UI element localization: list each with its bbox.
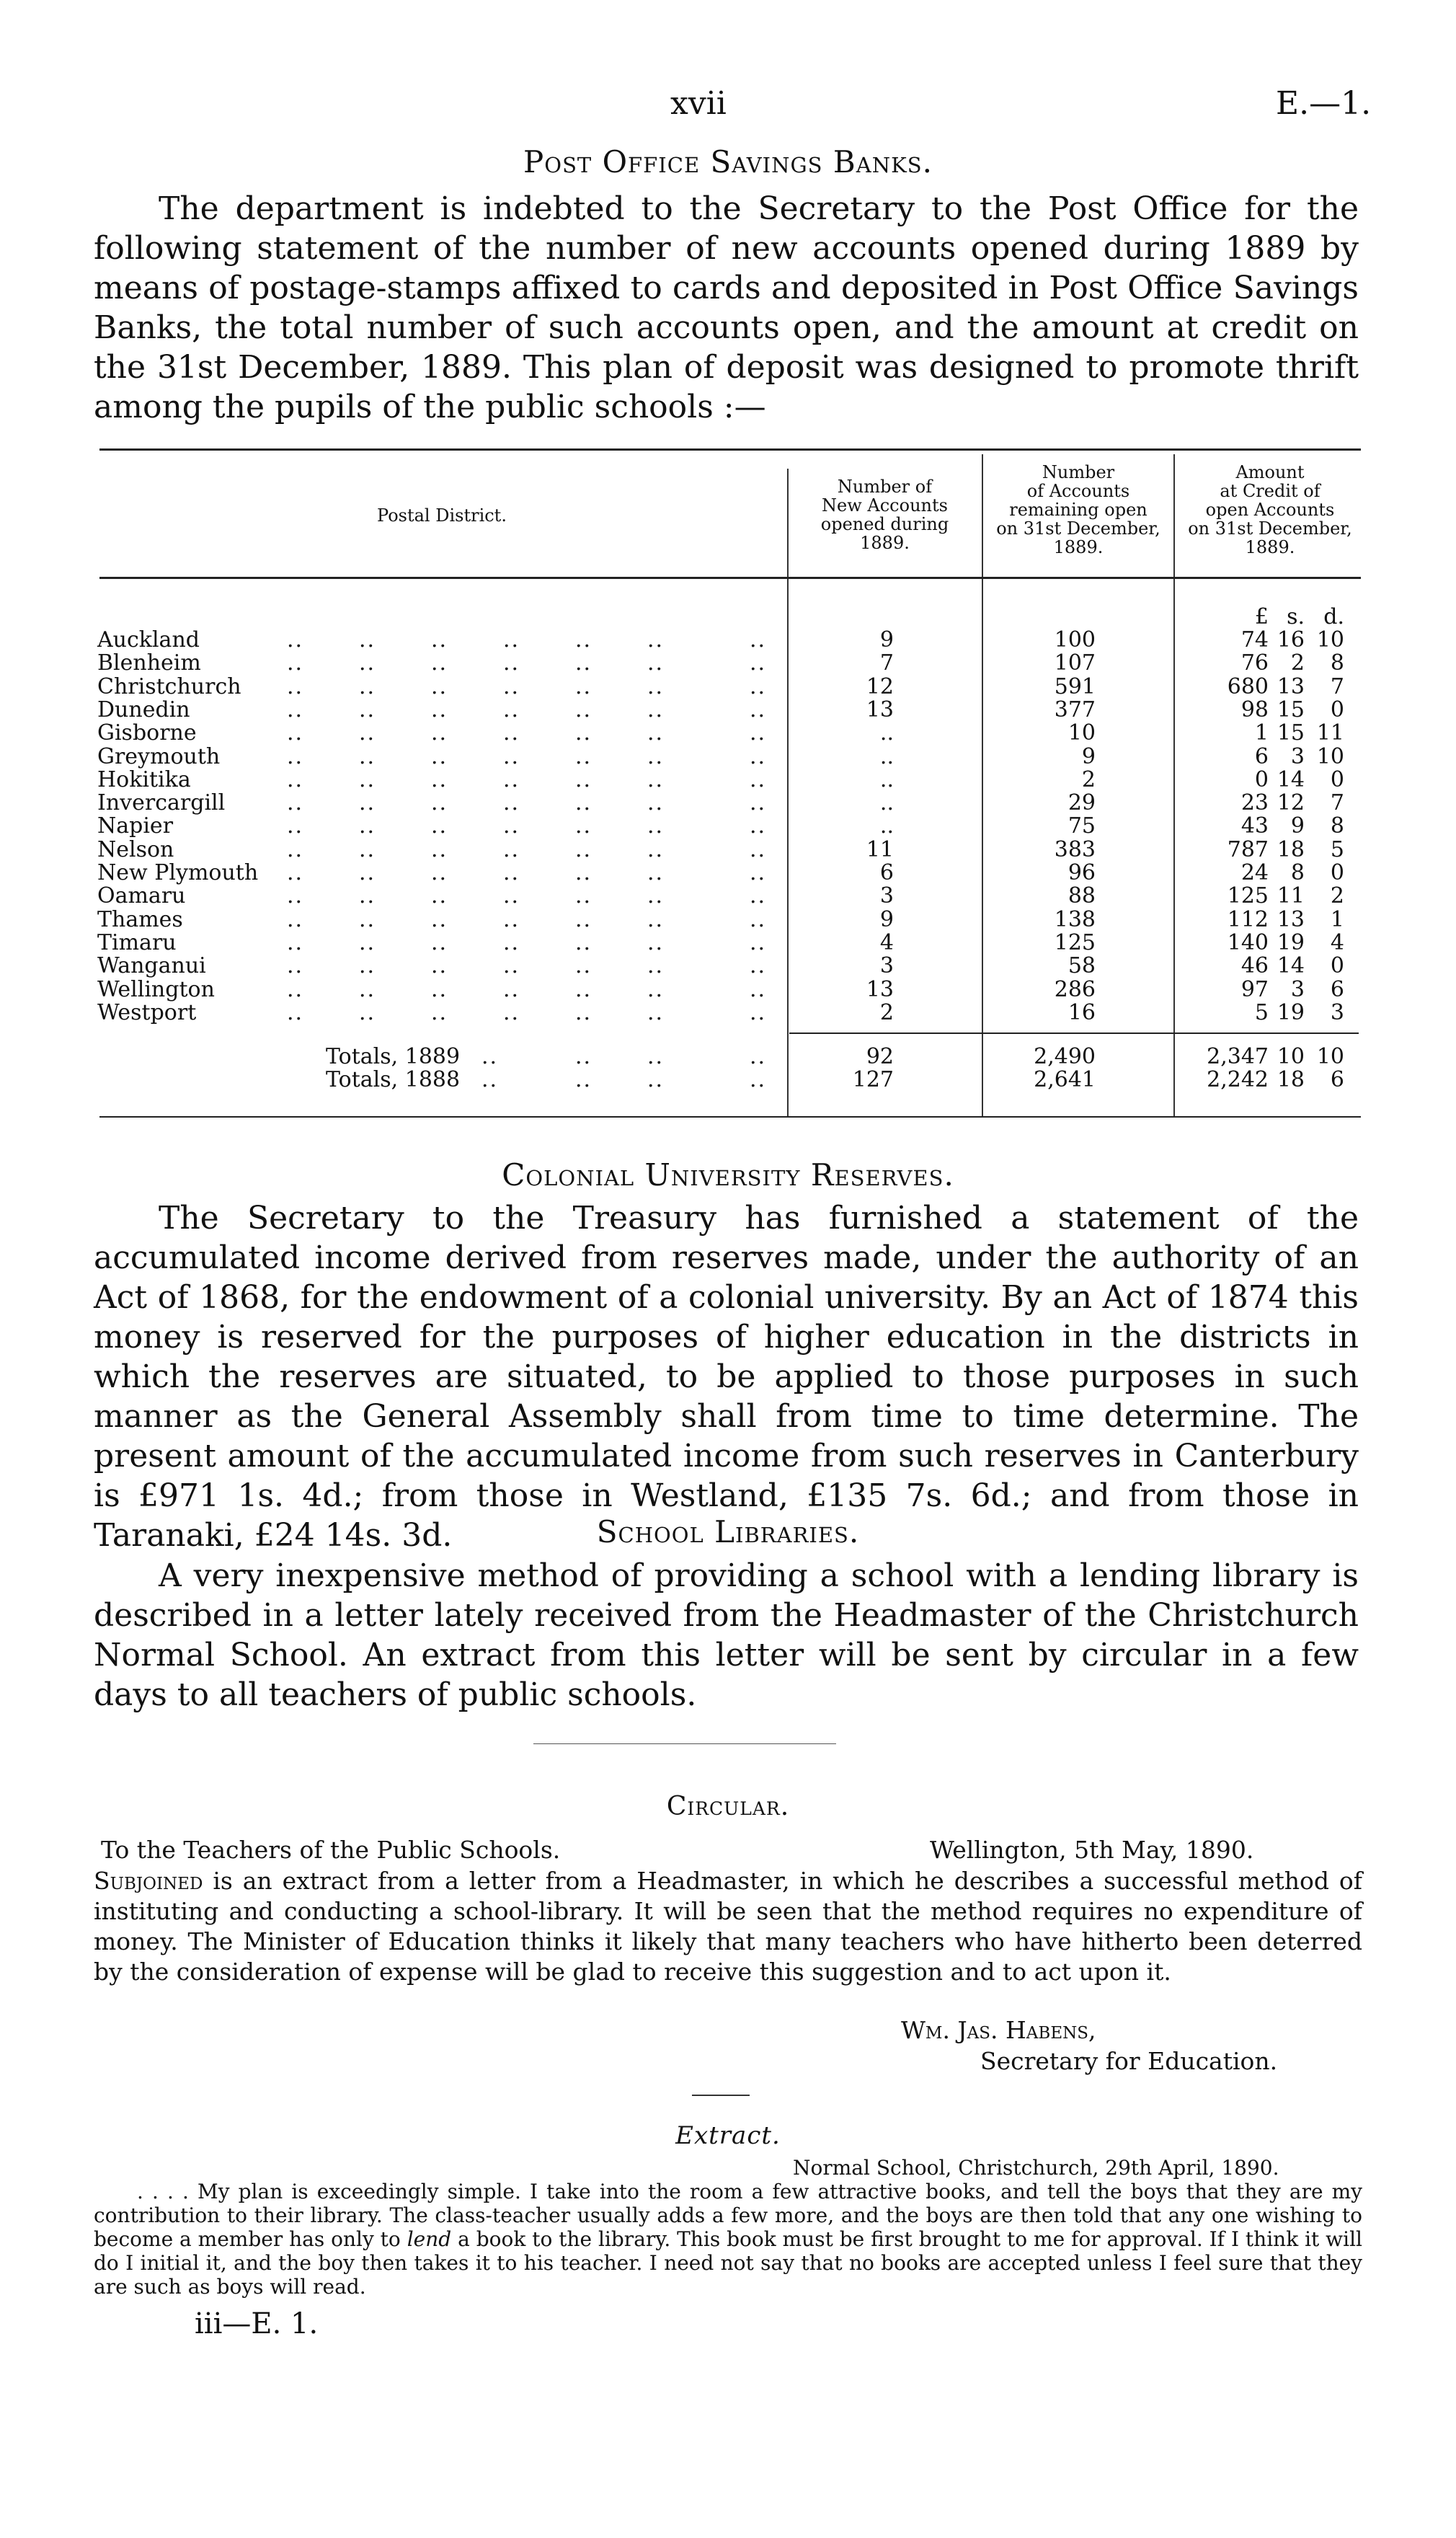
leader-dots: .. <box>503 953 520 979</box>
extract-body <box>94 2180 1362 2299</box>
leader-dots: .. <box>647 813 665 839</box>
district-name: Thames <box>97 906 183 932</box>
amount-pence: 7 <box>1330 790 1344 816</box>
amount-shillings: 11 <box>1277 883 1305 909</box>
leader-dots: .. <box>359 743 376 769</box>
signature-name: Wm. Jas. Habens, <box>901 2016 1096 2044</box>
leader-dots: .. <box>647 999 665 1025</box>
amount-pounds: 43 <box>1240 813 1269 839</box>
leader-dots: .. <box>575 999 592 1025</box>
totals-label: Totals, 1888 <box>326 1067 461 1092</box>
leader-dots: .. <box>575 697 592 722</box>
leader-dots: .. <box>575 790 592 816</box>
circular-body <box>94 1866 1362 1987</box>
header-remaining-open <box>984 463 1173 557</box>
new-accounts-value: 7 <box>879 650 894 676</box>
amount-pounds: 125 <box>1227 883 1269 909</box>
district-name: Westport <box>97 999 197 1025</box>
leader-dots: .. <box>431 650 448 676</box>
amount-pence: 5 <box>1330 836 1344 862</box>
amount-pence: 0 <box>1330 953 1344 979</box>
leader-dots: .. <box>287 627 304 653</box>
district-name: Dunedin <box>97 697 190 722</box>
leader-dots: .. <box>287 929 304 955</box>
leader-dots: .. <box>287 836 304 862</box>
amount-pence: 8 <box>1330 650 1344 676</box>
open-accounts-value: 2 <box>1081 766 1096 792</box>
libraries-paragraph-text: A very inexpensive method of providing a school with a lending library is described in a letter lately received from the Headmaster of the Christchurch Normal School. An extract from this letter will be sent by circular in a few days to all teachers of public schools. <box>94 1557 1359 1713</box>
header-line: on 31st December, <box>996 518 1160 539</box>
leader-dots: .. <box>287 673 304 699</box>
leader-dots: .. <box>647 627 665 653</box>
page-number: xvii <box>670 85 727 122</box>
total-open-accounts: 2,641 <box>1034 1067 1096 1092</box>
open-accounts-value: 286 <box>1054 976 1096 1002</box>
header-line: 1889. <box>1053 537 1104 557</box>
amount-shillings: 19 <box>1277 929 1305 955</box>
open-accounts-value: 377 <box>1054 697 1096 722</box>
amount-pence: 7 <box>1330 673 1344 699</box>
leader-dots: .. <box>503 929 520 955</box>
leader-dots: .. <box>431 743 448 769</box>
leader-dots: .. <box>503 999 520 1025</box>
amount-pence: 8 <box>1330 813 1344 839</box>
district-name: Hokitika <box>97 766 191 792</box>
amount-pounds: 23 <box>1240 790 1269 816</box>
leader-dots: .. <box>575 953 592 979</box>
leader-dots: .. <box>359 650 376 676</box>
new-accounts-value: 9 <box>879 906 894 932</box>
amount-shillings: 19 <box>1277 999 1305 1025</box>
leader-dots: .. <box>503 860 520 885</box>
district-name: Napier <box>97 813 174 839</box>
open-accounts-value: 16 <box>1067 999 1096 1025</box>
leader-dots: .. <box>750 976 767 1002</box>
document-reference: E.—1. <box>1276 85 1372 122</box>
open-accounts-value: 107 <box>1054 650 1096 676</box>
leader-dots: .. <box>359 627 376 653</box>
section-heading-libraries: School Libraries. <box>596 1514 860 1549</box>
new-accounts-value: 13 <box>866 976 894 1002</box>
amount-pounds: 112 <box>1227 906 1269 932</box>
leader-dots: .. <box>575 906 592 932</box>
open-accounts-value: 125 <box>1054 929 1096 955</box>
leader-dots: .. <box>647 906 665 932</box>
district-name: New Plymouth <box>97 860 259 885</box>
extract-heading: Extract. <box>675 2121 781 2150</box>
leader-dots: .. <box>359 929 376 955</box>
leader-dots: .. <box>750 1067 767 1092</box>
total-new-accounts: 92 <box>866 1044 894 1069</box>
leader-dots: .. <box>287 999 304 1025</box>
leader-dots: .. <box>503 743 520 769</box>
leader-dots: .. <box>503 650 520 676</box>
amount-pence: 1 <box>1330 906 1344 932</box>
leader-dots: .. <box>431 836 448 862</box>
leader-dots: .. <box>647 650 665 676</box>
amount-pence: 6 <box>1330 976 1344 1002</box>
amount-shillings: 15 <box>1277 697 1305 722</box>
signature-mark: iii—E. 1. <box>195 2307 319 2340</box>
new-accounts-value: 12 <box>866 673 894 699</box>
amount-shillings: 13 <box>1277 673 1305 699</box>
district-name: Wanganui <box>97 953 206 979</box>
new-accounts-value: .. <box>879 766 894 792</box>
leader-dots: .. <box>481 1067 499 1092</box>
leader-dots: .. <box>287 953 304 979</box>
leader-dots: .. <box>503 673 520 699</box>
amount-shillings: 12 <box>1277 790 1305 816</box>
district-name: Timaru <box>97 929 177 955</box>
table-bottom-rule <box>99 1116 1361 1118</box>
leader-dots: .. <box>750 766 767 792</box>
amount-pounds: 140 <box>1227 929 1269 955</box>
leader-dots: .. <box>503 766 520 792</box>
leader-dots: .. <box>750 743 767 769</box>
new-accounts-value: 11 <box>866 836 894 862</box>
amount-shillings: 2 <box>1290 650 1305 676</box>
amount-pence: 2 <box>1330 883 1344 909</box>
new-accounts-value: 3 <box>879 883 894 909</box>
leader-dots: .. <box>503 790 520 816</box>
leader-dots: .. <box>575 836 592 862</box>
header-postal-district: Postal District. <box>377 505 507 526</box>
district-name: Blenheim <box>97 650 201 676</box>
leader-dots: .. <box>431 627 448 653</box>
district-name: Christchurch <box>97 673 241 699</box>
totals-rule <box>789 1033 1359 1034</box>
university-paragraph <box>94 1198 1359 1555</box>
open-accounts-value: 10 <box>1067 720 1096 746</box>
leader-dots: .. <box>287 790 304 816</box>
leader-dots: .. <box>575 813 592 839</box>
extract-text: . . . . My plan is exceedingly simple. I take into the room a few attractive books, and tell the boys that they are my contribution to their library. The class-teacher usually adds a few more, and the boys are then told that any one wishing to become a member has only to <box>94 2180 1362 2251</box>
leader-dots: .. <box>431 790 448 816</box>
amount-pence: 4 <box>1330 929 1344 955</box>
leader-dots: .. <box>647 720 665 746</box>
leader-dots: .. <box>359 697 376 722</box>
header-line: remaining open <box>1009 500 1148 520</box>
leader-dots: .. <box>503 813 520 839</box>
leader-dots: .. <box>359 790 376 816</box>
new-accounts-value: .. <box>879 743 894 769</box>
district-name: Invercargill <box>97 790 226 816</box>
leader-dots: .. <box>647 929 665 955</box>
open-accounts-value: 591 <box>1054 673 1096 699</box>
amount-shillings: 3 <box>1290 743 1305 769</box>
leader-dots: .. <box>647 743 665 769</box>
header-line: at Credit of <box>1220 481 1320 501</box>
open-accounts-value: 58 <box>1067 953 1096 979</box>
open-accounts-value: 383 <box>1054 836 1096 862</box>
header-new-accounts <box>789 477 980 552</box>
amount-pounds: 46 <box>1240 953 1269 979</box>
leader-dots: .. <box>647 697 665 722</box>
leader-dots: .. <box>287 906 304 932</box>
open-accounts-value: 138 <box>1054 906 1096 932</box>
signature-title: Secretary for Education. <box>980 2047 1278 2075</box>
leader-dots: .. <box>575 929 592 955</box>
total-open-accounts: 2,490 <box>1034 1044 1096 1069</box>
leader-dots: .. <box>647 860 665 885</box>
leader-dots: .. <box>287 813 304 839</box>
leader-dots: .. <box>750 860 767 885</box>
leader-dots: .. <box>359 976 376 1002</box>
leader-dots: .. <box>503 720 520 746</box>
column-divider <box>1173 454 1175 1118</box>
amount-pounds: 0 <box>1254 766 1269 792</box>
leader-dots: .. <box>431 929 448 955</box>
leader-dots: .. <box>431 720 448 746</box>
new-accounts-value: 4 <box>879 929 894 955</box>
district-name: Gisborne <box>97 720 197 746</box>
leader-dots: .. <box>431 953 448 979</box>
leader-dots: .. <box>647 1067 665 1092</box>
column-divider <box>982 454 983 1118</box>
extract-place-date: Normal School, Christchurch, 29th April, 1890. <box>793 2156 1279 2180</box>
open-accounts-value: 75 <box>1067 813 1096 839</box>
amount-pounds: 680 <box>1227 673 1269 699</box>
leader-dots: .. <box>750 813 767 839</box>
leader-dots: .. <box>575 720 592 746</box>
amount-shillings: 18 <box>1277 836 1305 862</box>
leader-dots: .. <box>647 953 665 979</box>
leader-dots: .. <box>750 929 767 955</box>
leader-dots: .. <box>575 650 592 676</box>
district-name: Auckland <box>97 627 200 653</box>
new-accounts-value: 2 <box>879 999 894 1025</box>
leader-dots: .. <box>287 720 304 746</box>
leader-dots: .. <box>647 766 665 792</box>
leader-dots: .. <box>503 697 520 722</box>
amount-shillings: 9 <box>1290 813 1305 839</box>
new-accounts-value: 6 <box>879 860 894 885</box>
leader-dots: .. <box>750 953 767 979</box>
leader-dots: .. <box>750 999 767 1025</box>
amount-pounds: 98 <box>1240 697 1269 722</box>
circular-place-date: Wellington, 5th May, 1890. <box>930 1836 1254 1864</box>
amount-shillings: 3 <box>1290 976 1305 1002</box>
total-pounds: 2,347 <box>1207 1044 1269 1069</box>
leader-dots: .. <box>287 743 304 769</box>
leader-dots: .. <box>359 906 376 932</box>
leader-dots: .. <box>287 976 304 1002</box>
leader-dots: .. <box>481 1044 499 1069</box>
leader-dots: .. <box>287 883 304 909</box>
leader-dots: .. <box>750 650 767 676</box>
leader-dots: .. <box>431 860 448 885</box>
header-line: New Accounts <box>822 495 948 516</box>
leader-dots: .. <box>431 766 448 792</box>
circular-lead-word: Subjoined <box>94 1867 203 1895</box>
leader-dots: .. <box>287 697 304 722</box>
leader-dots: .. <box>287 860 304 885</box>
new-accounts-value: .. <box>879 813 894 839</box>
district-name: Nelson <box>97 836 174 862</box>
leader-dots: .. <box>359 953 376 979</box>
leader-dots: .. <box>431 697 448 722</box>
header-line: 1889. <box>1245 537 1295 557</box>
header-line: Number of <box>837 477 933 497</box>
leader-dots: .. <box>359 836 376 862</box>
leader-dots: .. <box>647 673 665 699</box>
leader-dots: .. <box>359 720 376 746</box>
open-accounts-value: 9 <box>1081 743 1096 769</box>
leader-dots: .. <box>431 906 448 932</box>
leader-dots: .. <box>575 883 592 909</box>
total-pence: 6 <box>1330 1067 1344 1092</box>
district-name: Greymouth <box>97 743 221 769</box>
header-line: opened during <box>820 514 949 534</box>
new-accounts-value: .. <box>879 720 894 746</box>
district-name: Wellington <box>97 976 215 1002</box>
amount-pence: 11 <box>1316 720 1344 746</box>
open-accounts-value: 29 <box>1067 790 1096 816</box>
amount-pence: 0 <box>1330 697 1344 722</box>
leader-dots: .. <box>647 883 665 909</box>
leader-dots: .. <box>750 790 767 816</box>
new-accounts-value: .. <box>879 790 894 816</box>
leader-dots: .. <box>287 650 304 676</box>
new-accounts-value: 9 <box>879 627 894 653</box>
leader-dots: .. <box>647 836 665 862</box>
leader-dots: .. <box>750 673 767 699</box>
leader-dots: .. <box>431 673 448 699</box>
leader-dots: .. <box>575 627 592 653</box>
total-shillings: 10 <box>1277 1044 1305 1069</box>
leader-dots: .. <box>750 720 767 746</box>
amount-shillings: 13 <box>1277 906 1305 932</box>
unit-shillings: s. <box>1287 604 1305 629</box>
header-line: on 31st December, <box>1188 518 1352 539</box>
circular-addressee: To the Teachers of the Public Schools. <box>101 1836 561 1864</box>
post-office-paragraph <box>94 189 1359 427</box>
leader-dots: .. <box>750 906 767 932</box>
total-new-accounts: 127 <box>852 1067 894 1092</box>
amount-shillings: 15 <box>1277 720 1305 746</box>
open-accounts-value: 96 <box>1067 860 1096 885</box>
leader-dots: .. <box>431 999 448 1025</box>
leader-dots: .. <box>750 883 767 909</box>
section-heading-post-office: Post Office Savings Banks. <box>523 144 933 180</box>
leader-dots: .. <box>575 673 592 699</box>
amount-pence: 3 <box>1330 999 1344 1025</box>
leader-dots: .. <box>750 836 767 862</box>
amount-pence: 0 <box>1330 766 1344 792</box>
section-divider <box>533 1743 836 1744</box>
leader-dots: .. <box>503 883 520 909</box>
amount-pence: 10 <box>1316 627 1344 653</box>
leader-dots: .. <box>503 906 520 932</box>
amount-pounds: 787 <box>1227 836 1269 862</box>
unit-pence: d. <box>1323 604 1344 629</box>
amount-pounds: 24 <box>1240 860 1269 885</box>
leader-dots: .. <box>503 627 520 653</box>
leader-dots: .. <box>647 1044 665 1069</box>
unit-pounds: £ <box>1254 604 1269 629</box>
leader-dots: .. <box>750 697 767 722</box>
amount-shillings: 16 <box>1277 627 1305 653</box>
leader-dots: .. <box>575 860 592 885</box>
open-accounts-value: 88 <box>1067 883 1096 909</box>
leader-dots: .. <box>431 883 448 909</box>
post-office-paragraph-text: The department is indebted to the Secretary to the Post Office for the following statement of the number of new accounts opened during 1889 by means of postage-stamps affixed to cards and deposited in Post Office Savings Banks, the total number of such accounts open, and the amount at credit on the 31st December, 1889. This plan of deposit was designed to promote thrift among the pupils of the public schools :— <box>94 190 1359 425</box>
amount-pounds: 97 <box>1240 976 1269 1002</box>
leader-dots: .. <box>359 999 376 1025</box>
column-divider <box>787 469 789 1118</box>
short-divider <box>692 2095 750 2096</box>
new-accounts-value: 13 <box>866 697 894 722</box>
amount-pounds: 74 <box>1240 627 1269 653</box>
leader-dots: .. <box>359 766 376 792</box>
leader-dots: .. <box>359 860 376 885</box>
leader-dots: .. <box>750 1044 767 1069</box>
totals-label: Totals, 1889 <box>326 1044 461 1069</box>
table-top-rule <box>99 448 1361 451</box>
leader-dots: .. <box>750 627 767 653</box>
circular-body-text: is an extract from a letter from a Headmaster, in which he describes a successful method of instituting and conducting a school-library. It will be seen that the method requires no expenditure of money. The Minister of Education thinks it likely that many teachers who have hitherto been deterred by the consideration of expense will be glad to receive this suggestion and to act upon it. <box>94 1867 1362 1986</box>
libraries-paragraph <box>94 1556 1359 1715</box>
leader-dots: .. <box>575 743 592 769</box>
leader-dots: .. <box>575 1067 592 1092</box>
amount-pounds: 5 <box>1254 999 1269 1025</box>
amount-shillings: 8 <box>1290 860 1305 885</box>
new-accounts-value: 3 <box>879 953 894 979</box>
leader-dots: .. <box>647 976 665 1002</box>
amount-pounds: 1 <box>1254 720 1269 746</box>
leader-dots: .. <box>287 766 304 792</box>
district-name: Oamaru <box>97 883 186 909</box>
leader-dots: .. <box>575 1044 592 1069</box>
leader-dots: .. <box>503 836 520 862</box>
header-bottom-rule <box>99 577 1361 579</box>
header-line: of Accounts <box>1026 481 1130 501</box>
header-line: 1889. <box>860 533 910 553</box>
amount-pence: 10 <box>1316 743 1344 769</box>
extract-emphasis: lend <box>407 2227 452 2251</box>
university-paragraph-text: The Secretary to the Treasury has furnished a statement of the accumulated income derived from reserves made, under the authority of an Act of 1868, for the endowment of a colonial university. By an Act of 1874 this money is reserved for the purposes of higher education in the districts in which the reserves are situated, to be applied to those purposes in such manner as the General Assembly shall from time to time determine. The present amount of the accumulated income from such reserves in Canterbury is £971 1s. 4d.; from those in Westland, £135 7s. 6d.; and from those in Taranaki, £24 14s. 3d. <box>94 1200 1359 1554</box>
extract-text: a book to the library. This book must be first brought to me for approval. If I think it will do I initial it, and the boy then takes it to his teacher. I need not say that no books are accepted unless I feel sure that they are such as boys will read. <box>94 2227 1363 2299</box>
open-accounts-value: 100 <box>1054 627 1096 653</box>
header-line: open Accounts <box>1205 500 1335 520</box>
total-pounds: 2,242 <box>1207 1067 1269 1092</box>
leader-dots: .. <box>503 976 520 1002</box>
leader-dots: .. <box>359 813 376 839</box>
header-line: Number <box>1042 462 1115 482</box>
leader-dots: .. <box>431 976 448 1002</box>
total-shillings: 18 <box>1277 1067 1305 1092</box>
header-amount-credit <box>1176 463 1364 557</box>
amount-pounds: 6 <box>1254 743 1269 769</box>
leader-dots: .. <box>359 883 376 909</box>
leader-dots: .. <box>647 790 665 816</box>
section-heading-circular: Circular. <box>666 1792 790 1821</box>
total-pence: 10 <box>1316 1044 1344 1069</box>
amount-shillings: 14 <box>1277 766 1305 792</box>
leader-dots: .. <box>431 813 448 839</box>
section-heading-university: Colonial University Reserves. <box>502 1157 954 1193</box>
leader-dots: .. <box>575 976 592 1002</box>
amount-shillings: 14 <box>1277 953 1305 979</box>
header-line: Amount <box>1235 462 1305 482</box>
leader-dots: .. <box>359 673 376 699</box>
amount-pounds: 76 <box>1240 650 1269 676</box>
amount-pence: 0 <box>1330 860 1344 885</box>
leader-dots: .. <box>575 766 592 792</box>
